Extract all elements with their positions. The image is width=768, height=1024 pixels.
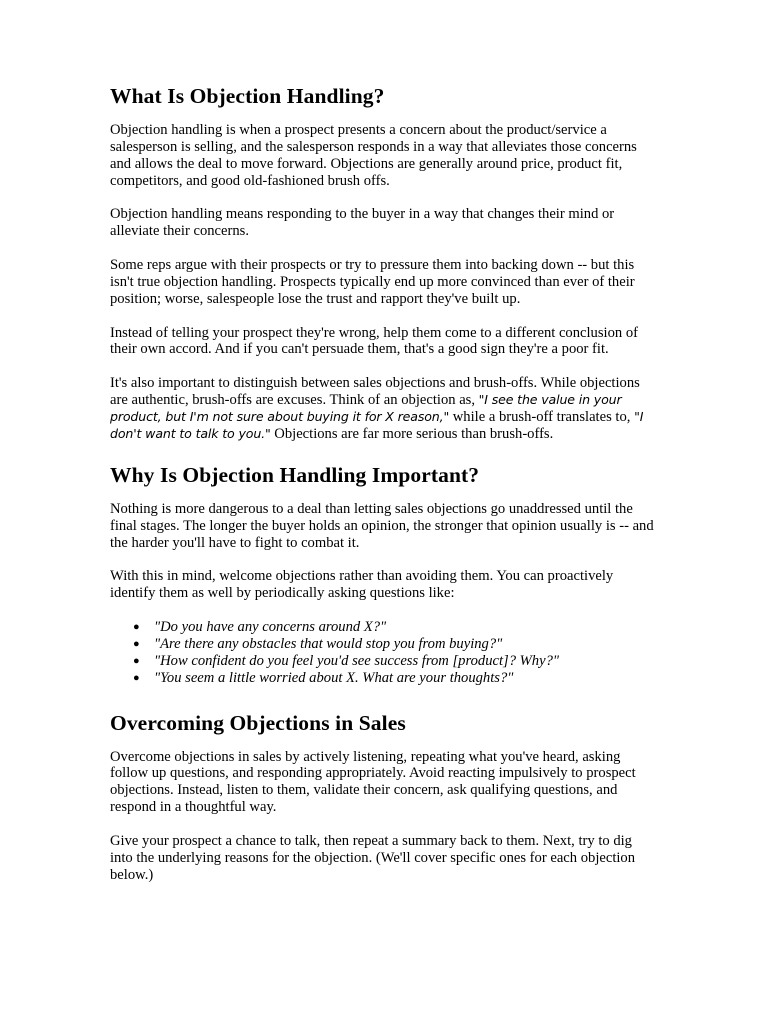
list-item (133, 635, 658, 653)
paragraph: Objection handling is when a prospect presents a concern about the product/service a salesperson is selling, and the salesperson responds in a way that alleviates those concerns and allows the deal to move forward. Objections are generally around price, product fit, competitors, and good old-fashioned brush offs. (110, 122, 637, 189)
section-why-important (110, 463, 658, 687)
paragraph-text: It's also important to distinguish between sales objections and brush-offs. While objections are authentic, brush-offs are excuses. Think of an objection as, (110, 375, 640, 409)
bullet-icon: ● (133, 637, 140, 650)
bullet-icon: ● (133, 620, 140, 633)
paragraph: With this in mind, welcome objections rather than avoiding them. You can proactively identify them as well by periodically asking questions like: (110, 568, 614, 602)
bullet-icon: ● (133, 671, 140, 684)
list-item-text: "You seem a little worried about X. What are your thoughts?" (154, 669, 514, 686)
paragraph: Instead of telling your prospect they're wrong, help them come to a different conclusion of their own accord. And if you can't persuade them, that's a good sign they're a poor fit. (110, 324, 638, 358)
brush-off-quote: "I don't want to talk to you." (110, 408, 644, 441)
question-list (110, 619, 658, 687)
list-item (133, 618, 658, 636)
heading-what-is-objection-handling: What Is Objection Handling? (110, 84, 385, 108)
heading-overcoming-objections: Overcoming Objections in Sales (110, 710, 406, 735)
list-item (133, 669, 658, 687)
paragraph: Objection handling means responding to the buyer in a way that changes their mind or alleviate their concerns. (110, 206, 615, 240)
paragraph: Give your prospect a chance to talk, then repeat a summary back to them. Next, try to dig into the underlying reasons for the objection. (We'll cover specific ones for each objection below.) (110, 832, 636, 883)
section-what-is-objection-handling (110, 84, 658, 443)
paragraph: Nothing is more dangerous to a deal than letting sales objections go unaddressed until the final stages. The longer the buyer holds an opinion, the stronger that opinion usually is -- and the harder you'll have to fight to combat it. (110, 500, 654, 551)
bullet-icon: ● (133, 654, 140, 667)
heading-why-important: Why Is Objection Handling Important? (110, 462, 480, 487)
list-item-text: "How confident do you feel you'd see success from [product]? Why?" (154, 652, 560, 669)
objection-quote: "I see the value in your product, but I'm not sure about buying it for X reason," (110, 392, 622, 424)
paragraph-text: while a brush-off translates to, (449, 408, 635, 425)
paragraph: Some reps argue with their prospects or try to pressure them into backing down -- but this isn't true objection handling. Prospects typically end up more convinced than ever of their position; worse, salespeople lose the trust and rapport they've built up. (110, 257, 635, 307)
paragraph-objections-vs-brush-offs (110, 375, 658, 443)
list-item-text: "Do you have any concerns around X?" (154, 618, 387, 635)
list-item-text: "Are there any obstacles that would stop you from buying?" (154, 635, 503, 652)
list-item (133, 652, 658, 670)
paragraph-text: Objections are far more serious than brush-offs. (270, 425, 554, 442)
paragraph: Overcome objections in sales by actively listening, repeating what you've heard, asking follow up questions, and responding appropriately. Avoid reacting impulsively to prospect objections. Instead, listen to them, validate their concern, ask qualifying questions, and respond in a thoughtful way. (110, 748, 636, 816)
section-overcoming-objections (110, 711, 658, 884)
